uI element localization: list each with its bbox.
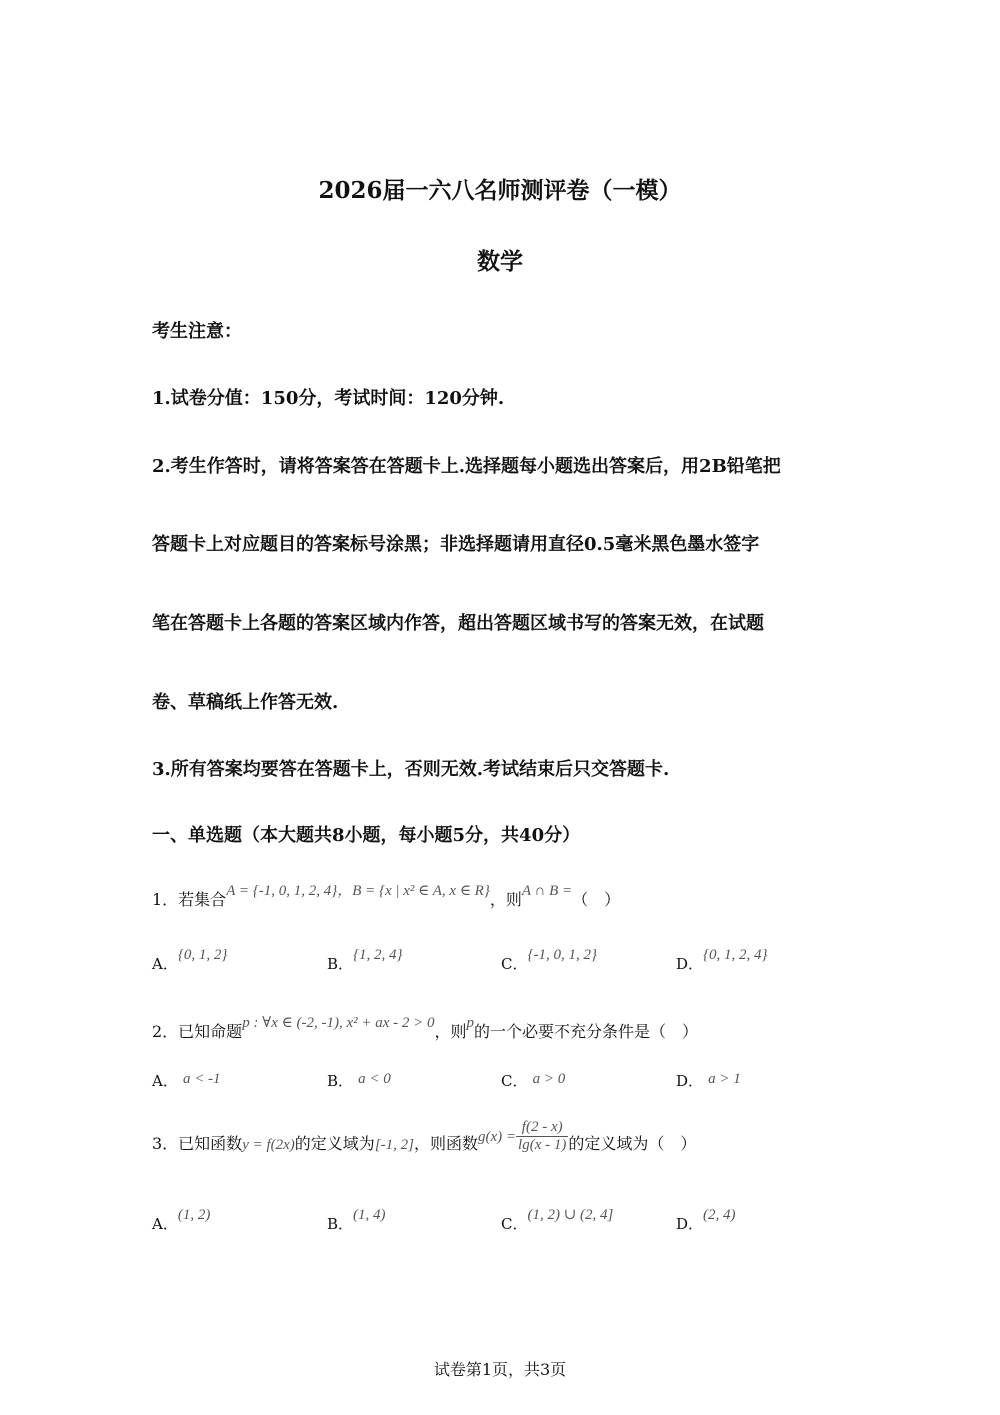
question-3-option-b[interactable]: B．(1, 4) xyxy=(327,1207,386,1233)
question-3-fraction-numerator: f(2 - x) xyxy=(516,1119,568,1137)
question-2-mid: ，则 xyxy=(434,1022,467,1041)
question-1-option-b[interactable]: B．{1, 2, 4} xyxy=(327,947,403,973)
question-3-math-fraction xyxy=(516,1119,568,1154)
question-2-option-b[interactable]: B． a < 0 xyxy=(327,1071,391,1090)
question-2-prefix: 2．已知命题 xyxy=(152,1022,243,1041)
question-3-option-d[interactable]: D．(2, 4) xyxy=(676,1207,736,1233)
question-3 xyxy=(152,1119,697,1162)
question-3-math-domain: [-1, 2] xyxy=(374,1137,414,1153)
question-2-math-proposition: p : ∀x ∈ (-2, -1), x² + ax - 2 > 0 xyxy=(242,1015,435,1031)
notice-item-2-line-3: 笔在答题卡上各题的答案区域内作答，超出答题区域书写的答案无效，在试题 xyxy=(152,613,764,634)
question-3-suffix: 的定义域为（ ） xyxy=(568,1134,697,1153)
notice-item-2-line-4: 卷、草稿纸上作答无效. xyxy=(152,692,339,713)
section-heading: 一、单选题（本大题共8小题，每小题5分，共40分） xyxy=(152,825,581,846)
question-1-math-sets: A = {-1, 0, 1, 2, 4}，B = {x | x² ∈ A, x ∈ R} xyxy=(226,883,490,899)
question-1-suffix: （ ） xyxy=(572,890,621,909)
question-1-math-expr: A ∩ B = xyxy=(521,883,573,899)
page-footer: 试卷第1页，共3页 xyxy=(433,1360,567,1379)
notice-item-3: 3.所有答案均要答在答题卡上，否则无效.考试结束后只交答题卡. xyxy=(152,759,670,780)
question-3-fraction-denominator: lg(x - 1) xyxy=(518,1137,567,1153)
question-1-option-d[interactable]: D．{0, 1, 2, 4} xyxy=(676,947,768,973)
question-2-suffix: 的一个必要不充分条件是（ ） xyxy=(474,1022,699,1041)
question-3-math-g-left: g(x) = xyxy=(478,1129,517,1145)
exam-title: 2026届一六八名师测评卷（一模） xyxy=(318,177,682,204)
subject-title: 数学 xyxy=(477,248,523,275)
question-3-mid-1: 的定义域为 xyxy=(294,1134,375,1153)
question-1-option-a[interactable]: A．{0, 1, 2} xyxy=(152,947,228,973)
question-3-option-c[interactable]: C．(1, 2) ∪ (2, 4] xyxy=(501,1207,614,1233)
question-2 xyxy=(152,1015,699,1042)
question-1-option-c[interactable]: C．{-1, 0, 1, 2} xyxy=(501,947,597,973)
notice-item-2-line-1: 2.考生作答时，请将答案答在答题卡上.选择题每小题选出答案后，用2B铅笔把 xyxy=(152,456,781,477)
question-3-mid-2: ，则函数 xyxy=(413,1134,478,1153)
question-3-math-function: y = f(2x) xyxy=(242,1137,295,1153)
question-2-option-d[interactable]: D． a > 1 xyxy=(676,1071,741,1090)
question-1 xyxy=(152,883,621,910)
question-2-option-a[interactable]: A． a < -1 xyxy=(152,1071,221,1090)
question-1-prefix: 1．若集合 xyxy=(152,890,227,909)
question-3-option-a[interactable]: A．(1, 2) xyxy=(152,1207,211,1233)
notice-item-1: 1.试卷分值：150分，考试时间：120分钟. xyxy=(152,388,505,409)
notice-item-2-line-2: 答题卡上对应题目的答案标号涂黑；非选择题请用直径0.5毫米黑色墨水签字 xyxy=(152,534,760,555)
question-3-prefix: 3．已知函数 xyxy=(152,1134,243,1153)
question-1-mid: ，则 xyxy=(489,890,522,909)
question-2-math-p: p xyxy=(466,1015,475,1031)
notice-heading: 考生注意： xyxy=(152,321,242,342)
question-2-option-c[interactable]: C． a > 0 xyxy=(501,1071,566,1090)
